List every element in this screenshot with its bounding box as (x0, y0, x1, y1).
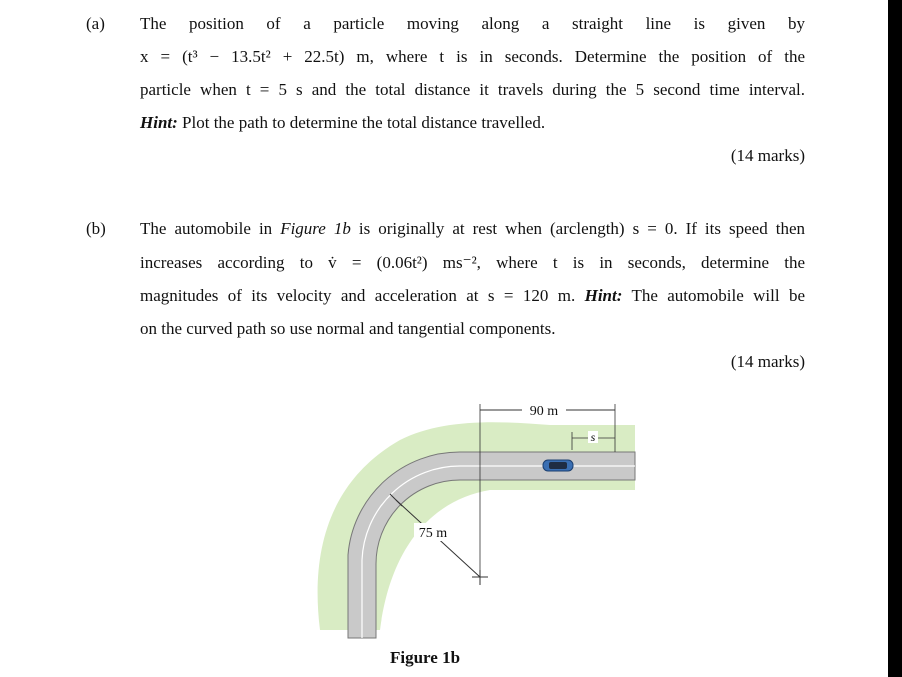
part-b-line-3-post: The automobile will be (622, 286, 805, 305)
part-a-hint-text: Plot the path to determine the total distance travelled. (177, 113, 546, 132)
part-b-line-3-pre: magnitudes of its velocity and acceleration at s = 120 m. (140, 286, 585, 305)
part-b-line-2: increases according to v̇ = (0.06t²) ms⁻², where t is in seconds, determine the (140, 253, 805, 272)
part-b-line-3 (140, 286, 805, 306)
figure-caption: Figure 1b (390, 648, 461, 667)
dim-90-label: 90 m (529, 404, 559, 419)
part-b-line-4: on the curved path so use normal and tangential components. (140, 319, 556, 338)
part-b-line-1-pre: The automobile in (140, 219, 281, 238)
part-b-figure-ref: Figure 1b (280, 219, 351, 238)
part-b-hint-label: Hint: (584, 286, 623, 305)
dim-75-label: 75 m (418, 526, 448, 541)
car-icon (543, 460, 573, 471)
part-a-line-3: particle when t = 5 s and the total distance it travels during the 5 second time interval. (140, 80, 805, 99)
part-b-marks: (14 marks) (730, 352, 805, 371)
part-b-line-1-post: is originally at rest when (arclength) s = 0. If its speed then (350, 219, 805, 238)
part-a-label: (a) (86, 14, 105, 33)
part-b-label: (b) (86, 219, 106, 238)
part-a-hint-label: Hint: (140, 113, 178, 132)
part-a-hint (140, 113, 805, 133)
part-a-line-2: x = (t³ − 13.5t² + 22.5t) m, where t is in seconds. Determine the position of the (140, 47, 805, 66)
s-label: s (590, 430, 596, 444)
figure-1b (290, 380, 650, 650)
part-a-line-1: The position of a particle moving along a straight line is given by (140, 14, 805, 33)
part-a-marks: (14 marks) (730, 146, 805, 165)
part-b-line-1 (140, 219, 805, 239)
